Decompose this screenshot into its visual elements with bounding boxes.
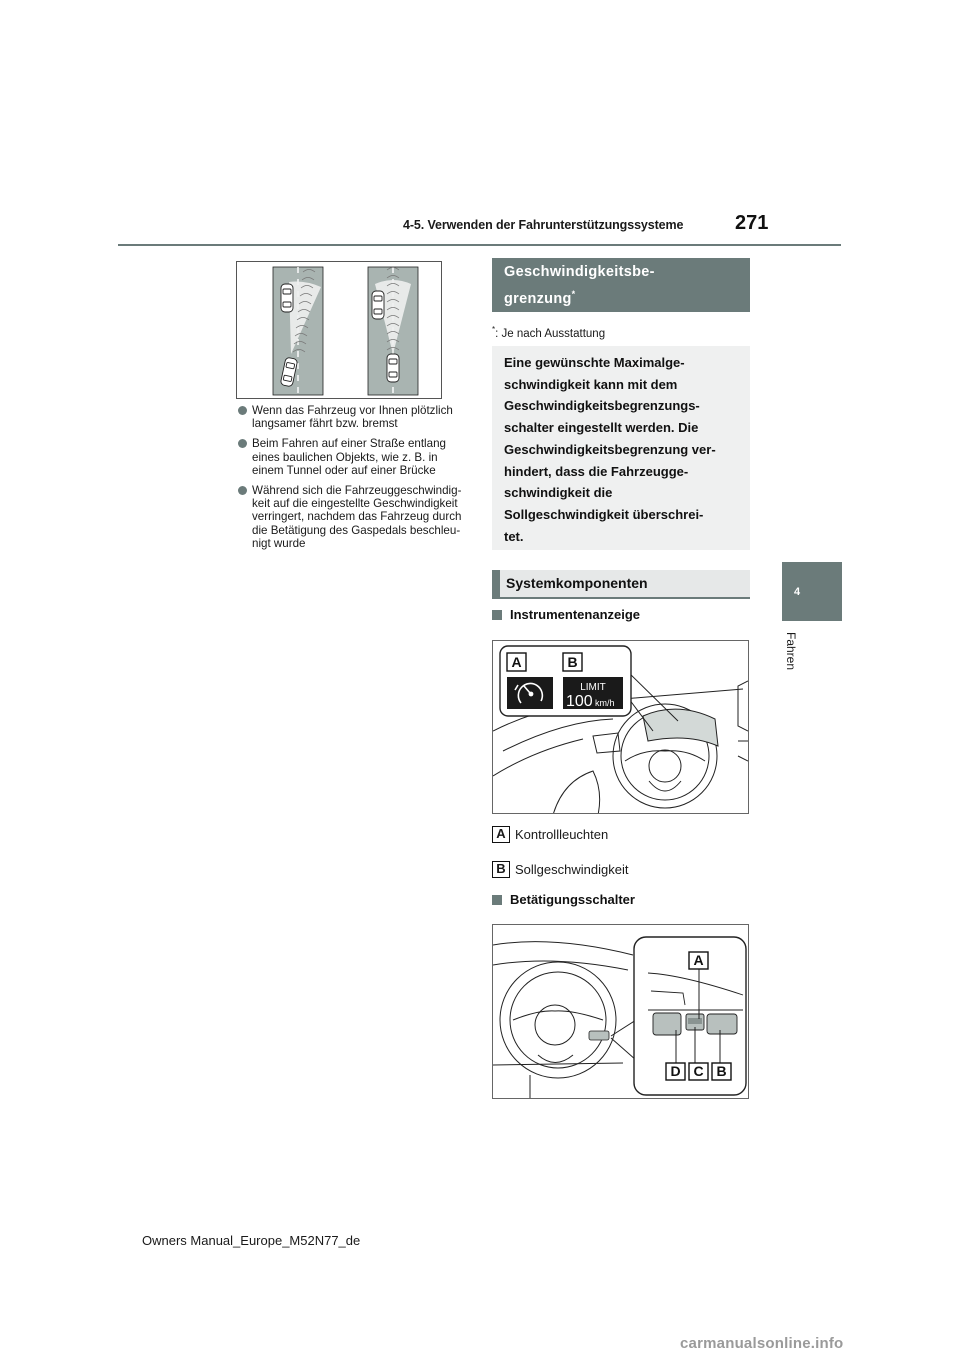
bullet-text: Während sich die Fahrzeuggeschwindig-keit auf die eingestellte Geschwindigkeit verringert, nachdem das Fahrzeug durch die Betätigung des Gaspedals beschleu-nigt wurde: [252, 484, 462, 550]
subheading-text: Instrumentenanzeige: [510, 607, 641, 622]
callout-a-label: A: [511, 654, 522, 670]
square-bullet-icon: [492, 895, 502, 905]
limit-unit: km/h: [595, 698, 615, 708]
callout-b-label: B: [567, 654, 578, 670]
badge-a: A: [492, 826, 510, 843]
chapter-tab: [782, 562, 842, 621]
summary-line: tet.: [504, 528, 524, 544]
footnote-marker: *: [492, 325, 496, 334]
bullet-dot-icon: [238, 406, 247, 415]
section-heading-line1: Geschwindigkeitsbe-: [504, 264, 655, 280]
legend-label: Sollgeschwindigkeit: [515, 862, 629, 877]
section-heading-speed-limiter: [492, 258, 750, 312]
legend-item-b: [492, 861, 628, 878]
bullet-item: [238, 404, 470, 430]
legend-item-a: [492, 826, 608, 843]
limit-label: LIMIT: [580, 682, 606, 693]
page-number: 271: [735, 212, 769, 234]
subheading-instrument-display: [492, 607, 640, 622]
callout-d-label: D: [670, 1063, 681, 1079]
footnote: [492, 325, 605, 340]
summary-line: schwindigkeit die: [504, 485, 613, 501]
section-header-title: 4-5. Verwenden der Fahrunterstützungssysteme: [403, 218, 684, 232]
summary-line: Geschwindigkeitsbegrenzung ver-: [504, 441, 716, 457]
road-illustration-svg: [237, 262, 441, 398]
bullet-dot-icon: [238, 439, 247, 448]
subheading-operation-switches: [492, 892, 635, 907]
summary-line: schwindigkeit kann mit dem: [504, 376, 678, 392]
callout-c-label: C: [693, 1063, 704, 1079]
footnote-asterisk: *: [571, 289, 576, 299]
document-id: Owners Manual_Europe_M52N77_de: [142, 1233, 361, 1248]
summary-line: hindert, dass die Fahrzeugge-: [504, 463, 689, 479]
square-bullet-icon: [492, 610, 502, 620]
header-divider: [118, 244, 841, 246]
watermark: carmanualsonline.info: [680, 1335, 844, 1352]
callout-b-label: B: [716, 1063, 727, 1079]
footnote-text: : Je nach Ausstattung: [495, 327, 606, 340]
bullet-text: Beim Fahren auf einer Straße entlang eines baulichen Objekts, wie z. B. in einem Tunnel oder auf einer Brücke: [252, 437, 446, 477]
bullet-dot-icon: [238, 486, 247, 495]
road-radar-illustration: [236, 261, 442, 399]
summary-line: schalter eingestellt werden. Die: [504, 420, 699, 436]
steering-switch-svg: [493, 925, 749, 1099]
bullet-item: [238, 484, 470, 550]
section-heading-line2: grenzung: [504, 290, 572, 307]
bullet-item: [238, 437, 470, 477]
subheading-text: Betätigungsschalter: [510, 892, 635, 907]
badge-b: B: [492, 861, 510, 878]
limit-value: 100: [566, 693, 593, 710]
chapter-number: 4: [794, 586, 801, 598]
section-heading-components: Systemkomponenten: [492, 570, 750, 599]
chapter-label: Fahren: [784, 632, 798, 671]
bullet-text: Wenn das Fahrzeug vor Ihnen plötzlich langsamer fährt bzw. bremst: [252, 404, 453, 431]
instrument-cluster-svg: [493, 641, 749, 814]
summary-box: [492, 346, 750, 550]
summary-line: Sollgeschwindigkeit überschrei-: [504, 506, 704, 522]
callout-a-label: A: [693, 952, 704, 968]
steering-switch-illustration: [492, 924, 749, 1099]
condition-bullet-list: [238, 404, 470, 557]
summary-line: Eine gewünschte Maximalge-: [504, 355, 685, 370]
instrument-cluster-illustration: [492, 640, 749, 814]
summary-line: Geschwindigkeitsbegrenzungs-: [504, 398, 700, 414]
legend-label: Kontrollleuchten: [515, 827, 609, 842]
